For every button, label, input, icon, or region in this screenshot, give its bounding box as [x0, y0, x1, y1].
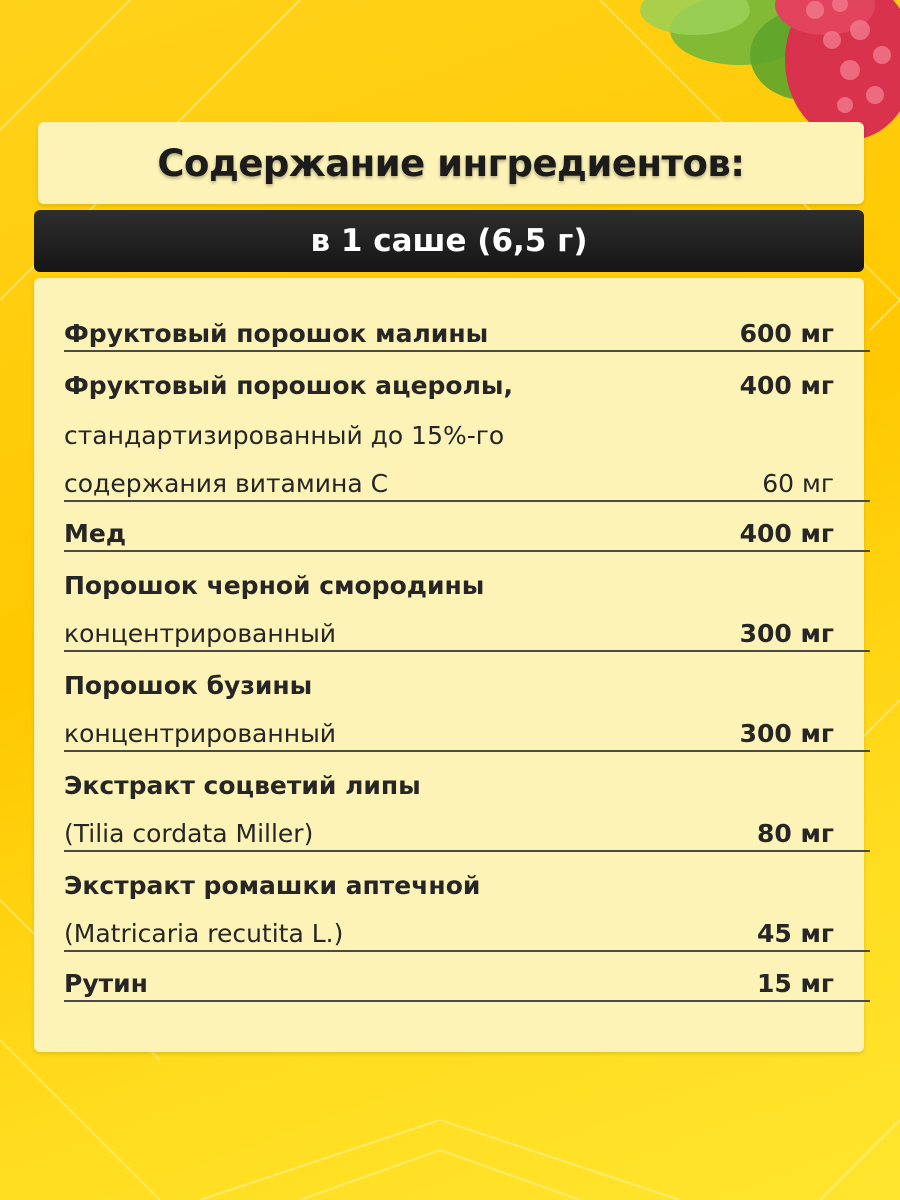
ingredient-amount: 60 мг: [762, 469, 834, 498]
ingredient-name: Экстракт ромашки аптечной: [64, 871, 481, 900]
serving-size-label: в 1 саше (6,5 г): [310, 223, 588, 259]
ingredient-amount: 15 мг: [757, 969, 834, 998]
ingredient-row-chamomile: [64, 852, 870, 902]
ingredient-amount: 300 мг: [739, 719, 834, 748]
ingredient-row-rutin: [64, 952, 870, 1002]
ingredient-name: Фруктовый порошок ацеролы,: [64, 371, 514, 400]
ingredient-row-chamomile-latin: [64, 902, 870, 952]
ingredient-name: Мед: [64, 519, 127, 548]
ingredient-name: концентрированный: [64, 719, 337, 748]
serving-size-bar: [34, 210, 864, 272]
ingredient-name: содержания витамина С: [64, 469, 389, 498]
ingredient-amount: 400 мг: [739, 519, 834, 548]
ingredient-name: Экстракт соцветий липы: [64, 771, 421, 800]
ingredient-name: Фруктовый порошок малины: [64, 319, 489, 348]
ingredient-amount: 80 мг: [757, 819, 834, 848]
ingredient-row-elderberry: [64, 652, 870, 702]
ingredient-amount: 300 мг: [739, 619, 834, 648]
ingredient-name: (Tilia cordata Miller): [64, 819, 314, 848]
ingredient-name: Порошок бузины: [64, 671, 313, 700]
title-panel: [38, 122, 864, 204]
ingredient-row-vitamin-c: [64, 452, 870, 502]
ingredient-amount: 45 мг: [757, 919, 834, 948]
ingredient-row-acerola-note: [64, 402, 870, 452]
ingredient-row-blackcurrant-note: [64, 602, 870, 652]
ingredient-row-honey: [64, 502, 870, 552]
ingredient-amount: 600 мг: [739, 319, 834, 348]
ingredient-row-raspberry: [64, 302, 870, 352]
ingredient-row-linden-latin: [64, 802, 870, 852]
ingredient-row-elderberry-note: [64, 702, 870, 752]
ingredient-row-blackcurrant: [64, 552, 870, 602]
ingredient-name: (Matricaria recutita L.): [64, 919, 344, 948]
ingredient-name: Рутин: [64, 969, 148, 998]
ingredient-row-acerola: [64, 352, 870, 402]
ingredient-name: Порошок черной смородины: [64, 571, 485, 600]
ingredients-panel: [34, 278, 864, 1052]
page-title: Содержание ингредиентов:: [157, 141, 745, 185]
ingredient-name: стандартизированный до 15%-го: [64, 421, 505, 450]
ingredient-row-linden: [64, 752, 870, 802]
ingredient-name: концентрированный: [64, 619, 337, 648]
ingredient-amount: 400 мг: [739, 371, 834, 400]
